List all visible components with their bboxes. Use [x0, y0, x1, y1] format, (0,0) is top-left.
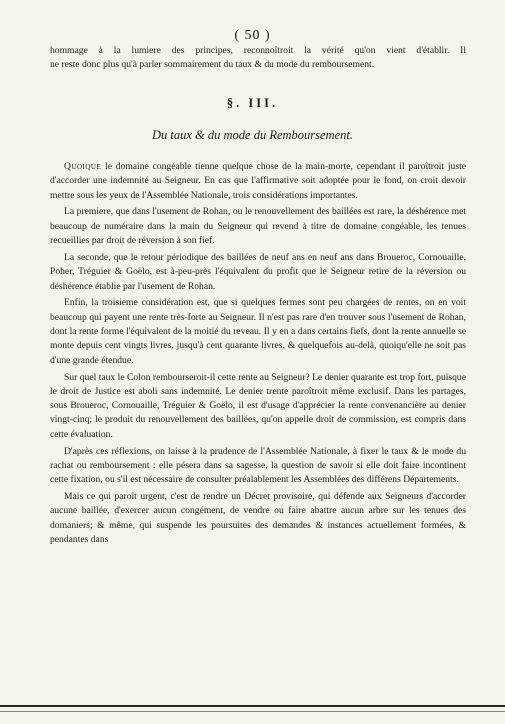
intro-line: ne reste donc plus qu'à parler sommairement du taux & du mode du remboursement.: [50, 59, 375, 71]
page-bottom-edge-shadow: [0, 711, 505, 712]
paragraph: Enfin, la troisieme considération est, que si quelques fermes sont peu chargées de rentes, on en voit beaucoup qui payent une rente très-forte au Seigneur. Il n'est pas rare d'en trouver sous l'usement de Rohan, dont la rente forme l'équivalent de la moitié du reveau. Il y en a dans certains fiefs, dont la rente annuelle se monte depuis cent vingts livres, jusqu'à cent quarante livres, & quelquefois au-delà, quoiqu'elle ne soit pas d'une grande étendue.: [50, 297, 466, 366]
section-title: Du taux & du mode du Remboursement.: [151, 128, 353, 142]
paragraph: [50, 160, 466, 203]
intro-text: [50, 44, 466, 73]
page-bottom-edge: [0, 705, 505, 707]
paragraph-text: le domaine congéable tienne quelque chose de la main-morte, cependant il paroîtroit juste d'accorder une indemnité au Seigneur. En cas que l'affirmative soit adoptée pour le fond, on croit devoir mettre sous les yeux de l'Assemblée Nationale, trois considérations importantes.: [50, 161, 466, 201]
section-number: §. III.: [226, 96, 279, 110]
paragraph: Sur quel taux le Colon rembourseroit-il cette rente au Seigneur? Le denier quarante est trop fort, puisque le droit de Justice est aboli sans indemnité. Le denier trente paroîtroit même exclusif. Dans les partages, sous Broueroc, Cornouaille, Tréguier & Goëlo, il est d'usage d'apprécier la rente convenancière au denier vingt-cinq; le produit du renouvellement des baillées, qu'on appelle droit de commission, est compris dans cette évaluation.: [50, 371, 466, 440]
paragraph: La premiere, que dans l'usement de Rohan, ou le renouvellement des baillées est rare, la déshérence met beaucoup de numéraire dans la main du Seigneur qui revend à titre de domaine congéable, les tenues recueillies par droit de réversion à son fief.: [50, 206, 466, 247]
body-text: [50, 160, 466, 550]
page-number: ( 50 ): [234, 28, 271, 43]
intro-line: hommage à la lumiere des principes, reconnoîtroit la vérité qu'on vient d'établir. Il: [50, 45, 466, 56]
paragraph: D'après ces réflexions, on laisse à la prudence de l'Assemblée Nationale, à fixer le taux & le mode du rachat ou remboursement : elle pésera dans sa sagesse, la question de savoir si elle doit faire incontinent cette fixation, ou s'il est nécessaire de consulter préalablement les Assemblées des différens Départements.: [50, 445, 466, 486]
paragraph-lead-word: Quoique: [64, 161, 102, 172]
paragraph: Mais ce qui paroît urgent, c'est de rendre un Décret provisoire, qui défende aux Seigneurs d'accorder aucune baillée, d'exercer aucun congément, de vendre ou faire abattre aucun arbre sur les tenues des domaniers; & même, qui suspende les poursuites des demandes & instances actuellement formées, & pendantes dans: [50, 491, 466, 545]
paragraph: La seconde, que le retour périodique des baillées de neuf ans en neuf ans dans Broueroc, Cornouaille, Poher, Tréguier & Goëlo, est à-peu-près l'équivalent du profit que le Seigneur retire de la réversion ou déshérence établie par l'usement de Rohan.: [50, 251, 466, 292]
